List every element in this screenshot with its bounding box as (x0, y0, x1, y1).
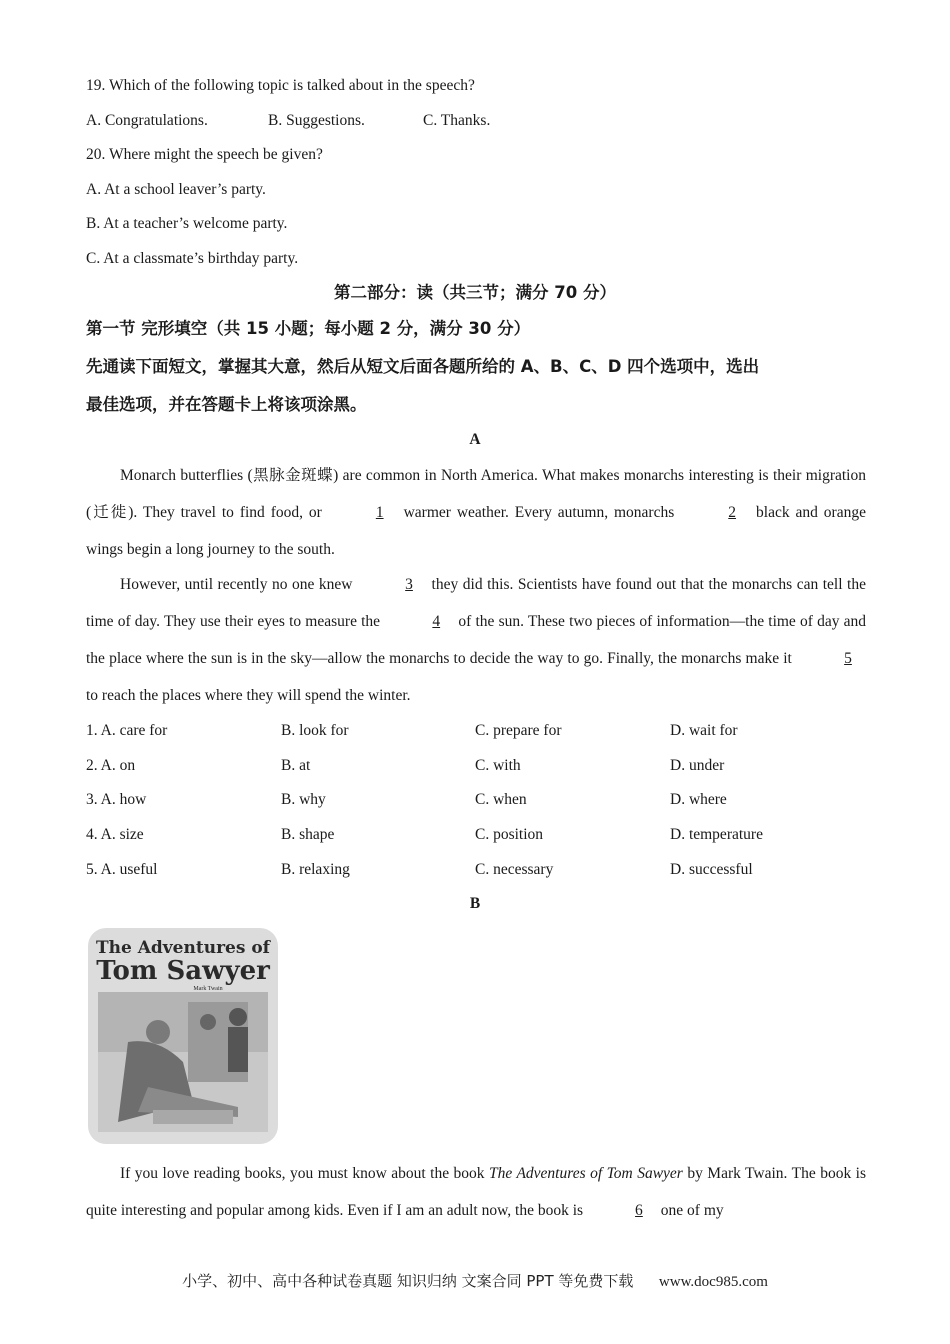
text-span: they did this. Scientists have found out that the monarchs can tell the time of day. They use their eyes to measure the (86, 576, 866, 630)
option-5b: B. relaxing (281, 861, 350, 878)
q19-option-c: C. Thanks. (423, 112, 491, 129)
option-3b: B. why (281, 791, 326, 808)
text-span: ) are common in North America. What makes monarchs interesting is their migration ( (86, 467, 866, 521)
blank-6: 6 (635, 1202, 643, 1219)
option-3a: 3. A. how (86, 791, 147, 808)
text-span: of the sun. These two pieces of information—the time of day and the place where the sun is in the sky—allow the monarchs to decide the way to go. Finally, the monarchs make it (86, 613, 866, 667)
chinese-gloss: 迁徙 (91, 503, 129, 521)
passage-a-paragraph-2 (86, 566, 866, 714)
blank-4: 4 (432, 613, 441, 630)
option-5c: C. necessary (475, 861, 554, 878)
text-span: Monarch butterflies ( (120, 467, 253, 484)
option-2c: C. with (475, 757, 521, 774)
option-2b: B. at (281, 757, 311, 774)
text-span: ). They travel to find food, or (128, 504, 328, 521)
instruction-line-2: 最佳选项，并在答题卡上将该项涂黑。 (86, 395, 367, 414)
text-span: black and orange wings begin a long journey to the south. (86, 504, 866, 558)
passage-b-paragraph-1 (86, 1155, 866, 1229)
option-3d: D. where (670, 791, 727, 808)
instruction-line-1: 先通读下面短文，掌握其大意，然后从短文后面各题所给的 A、B、C、D 四个选项中，选出 (86, 357, 760, 376)
option-4d: D. temperature (670, 826, 763, 843)
option-1b: B. look for (281, 722, 349, 739)
part2-title: 第二部分：读（共三节；满分 70 分） (334, 283, 616, 302)
passage-a-paragraph-1 (86, 457, 866, 568)
question-19: 19. Which of the following topic is talked about in the speech? (86, 77, 475, 94)
book-cover-title-line-2: Tom Sawyer (96, 956, 270, 986)
option-1d: D. wait for (670, 722, 738, 739)
book-illustration-icon (98, 992, 268, 1132)
blank-5: 5 (844, 650, 852, 667)
footer-url[interactable]: www.doc985.com (658, 1274, 768, 1290)
option-1c: C. prepare for (475, 722, 562, 739)
option-3c: C. when (475, 791, 527, 808)
q20-option-c: C. At a classmate’s birthday party. (86, 250, 299, 267)
option-4b: B. shape (281, 826, 335, 843)
option-5a: 5. A. useful (86, 861, 158, 878)
text-span: If you love reading books, you must know about the book (120, 1165, 490, 1182)
q19-option-b: B. Suggestions. (268, 112, 365, 129)
option-4a: 4. A. size (86, 826, 144, 843)
chinese-gloss: 黑脉金斑蝶 (252, 466, 334, 484)
page-footer (0, 1270, 950, 1291)
option-1a: 1. A. care for (86, 722, 168, 739)
text-span: to reach the places where they will spend the winter. (86, 687, 411, 704)
option-5d: D. successful (670, 861, 753, 878)
question-20: 20. Where might the speech be given? (86, 146, 323, 163)
section1-title: 第一节 完形填空（共 15 小题；每小题 2 分，满分 30 分） (86, 319, 531, 338)
book-cover-title-line-1: The Adventures of (95, 938, 270, 958)
option-2a: 2. A. on (86, 757, 136, 774)
option-2d: D. under (670, 757, 725, 774)
book-title-italic: The Adventures of Tom Sawyer (489, 1165, 683, 1182)
blank-3: 3 (405, 576, 413, 593)
book-cover-author: Mark Twain (193, 986, 223, 992)
passage-b-label: B (469, 895, 481, 912)
option-4c: C. position (475, 826, 544, 843)
text-span: by Mark Twain. The book is quite interesting and popular among kids. Even if I am an adult now, the book is (86, 1165, 866, 1219)
text-span: However, until recently no one knew (120, 576, 358, 593)
text-span: warmer weather. Every autumn, monarchs (397, 504, 681, 521)
passage-a-label: A (469, 431, 481, 448)
blank-1: 1 (375, 504, 384, 521)
q20-option-a: A. At a school leaver’s party. (86, 181, 266, 198)
q19-option-a: A. Congratulations. (86, 112, 208, 129)
q20-option-b: B. At a teacher’s welcome party. (86, 215, 288, 232)
book-cover-image (88, 928, 278, 1144)
text-span: one of my (656, 1202, 724, 1219)
footer-text: 小学、初中、高中各种试卷真题 知识归纳 文案合同 PPT 等免费下载 (182, 1272, 634, 1290)
blank-2: 2 (728, 504, 737, 521)
